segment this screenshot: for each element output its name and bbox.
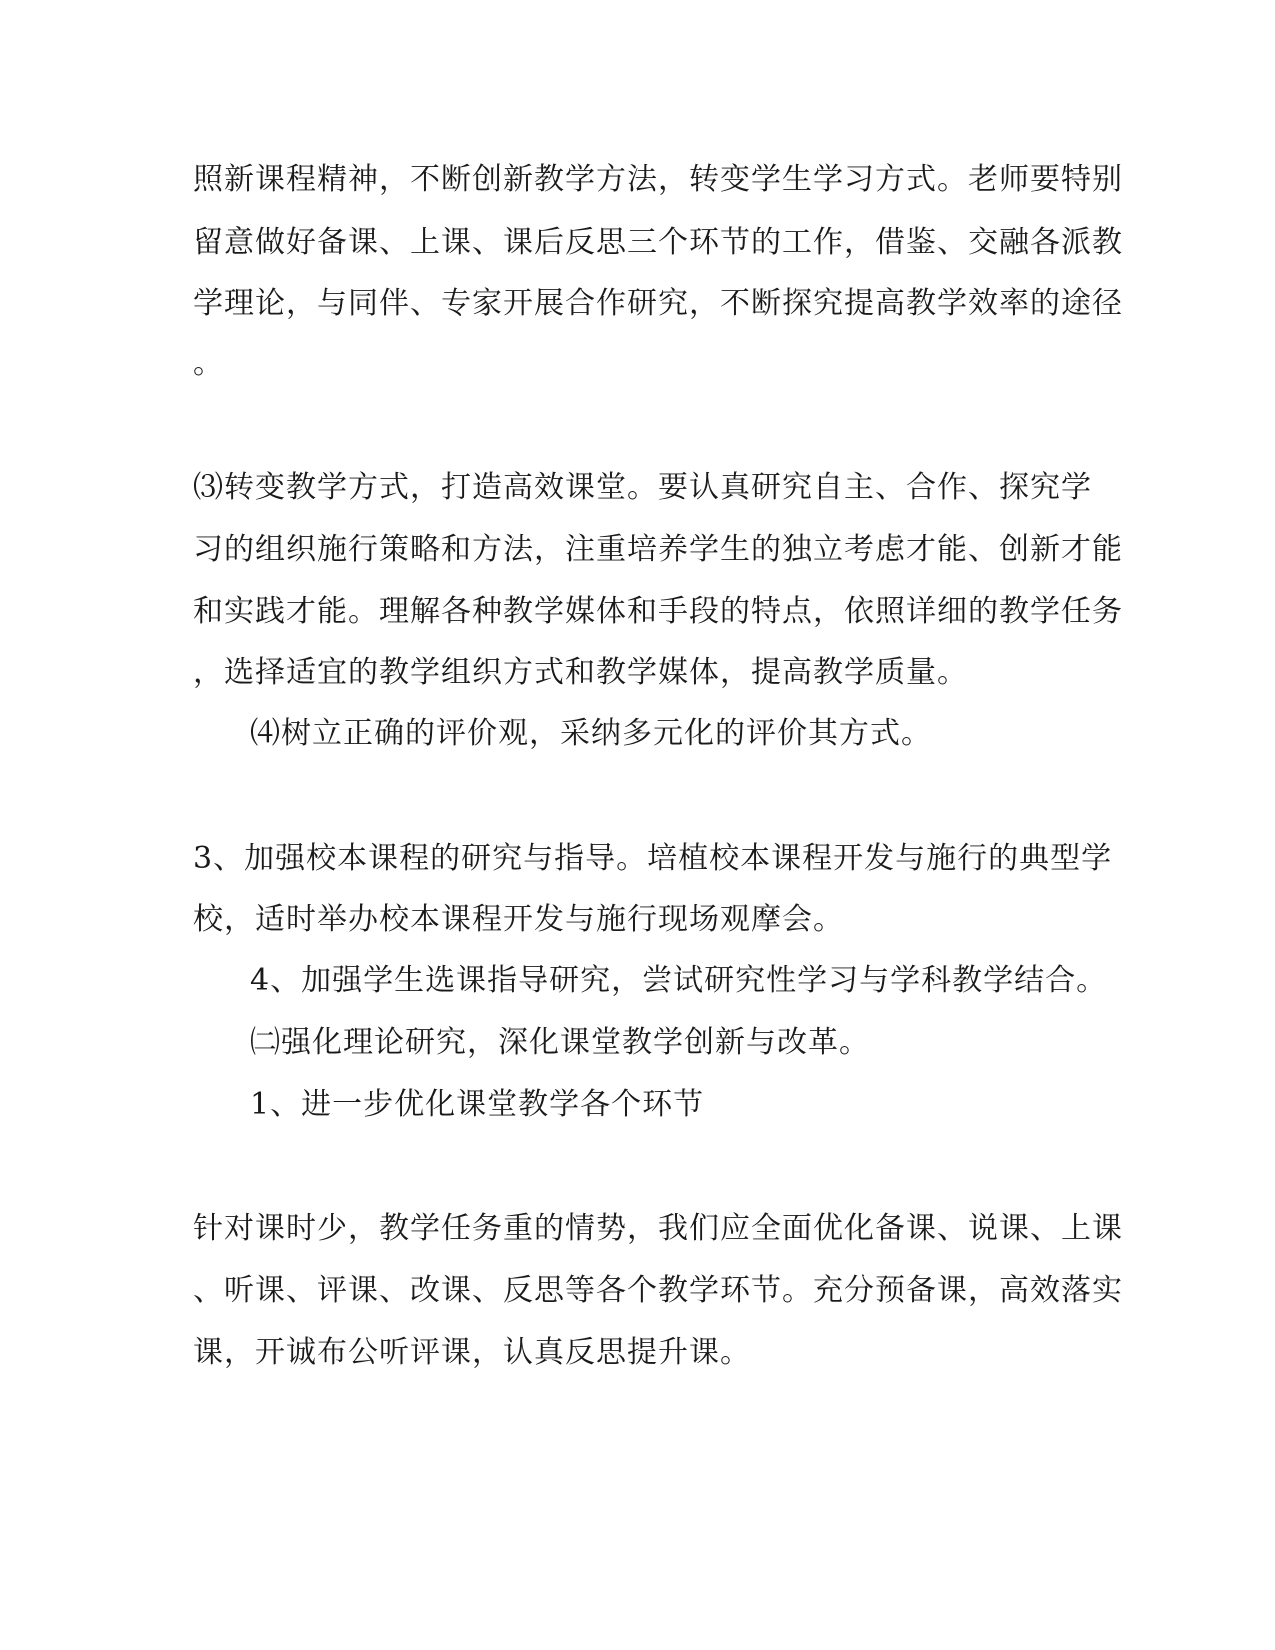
section-heading: ㈡强化理论研究，深化课堂教学创新与改革。 [250, 1025, 870, 1060]
paragraph-line: 针对课时少，教学任务重的情势，我们应全面优化备课、说课、上课 [193, 1211, 1123, 1246]
paragraph-line: 习的组织施行策略和方法，注重培养学生的独立考虑才能、创新才能 [193, 532, 1123, 567]
paragraph-line: ⑶转变教学方式，打造高效课堂。要认真研究自主、合作、探究学 [193, 470, 1092, 505]
paragraph-line: 、听课、评课、改课、反思等各个教学环节。充分预备课，高效落实 [193, 1273, 1123, 1308]
subsection-heading: 1、进一步优化课堂教学各个环节 [250, 1087, 705, 1122]
paragraph-line: 。 [193, 346, 224, 381]
paragraph-line: 课，开诚布公听评课，认真反思提升课。 [193, 1335, 751, 1370]
paragraph-line: 4、加强学生选课指导研究，尝试研究性学习与学科教学结合。 [250, 963, 1108, 998]
paragraph-line: 3、加强校本课程的研究与指导。培植校本课程开发与施行的典型学 [193, 841, 1113, 876]
paragraph-line: 学理论，与同伴、专家开展合作研究，不断探究提高教学效率的途径 [193, 286, 1123, 321]
paragraph-line: 和实践才能。理解各种教学媒体和手段的特点，依照详细的教学任务 [193, 594, 1123, 629]
paragraph-line: ，选择适宜的教学组织方式和教学媒体，提高教学质量。 [193, 655, 968, 690]
paragraph-line: 照新课程精神，不断创新教学方法，转变学生学习方式。老师要特别 [193, 162, 1123, 197]
paragraph-line: ⑷树立正确的评价观，采纳多元化的评价其方式。 [250, 716, 932, 751]
paragraph-line: 留意做好备课、上课、课后反思三个环节的工作，借鉴、交融各派教 [193, 225, 1123, 260]
paragraph-line: 校，适时举办校本课程开发与施行现场观摩会。 [193, 902, 844, 937]
